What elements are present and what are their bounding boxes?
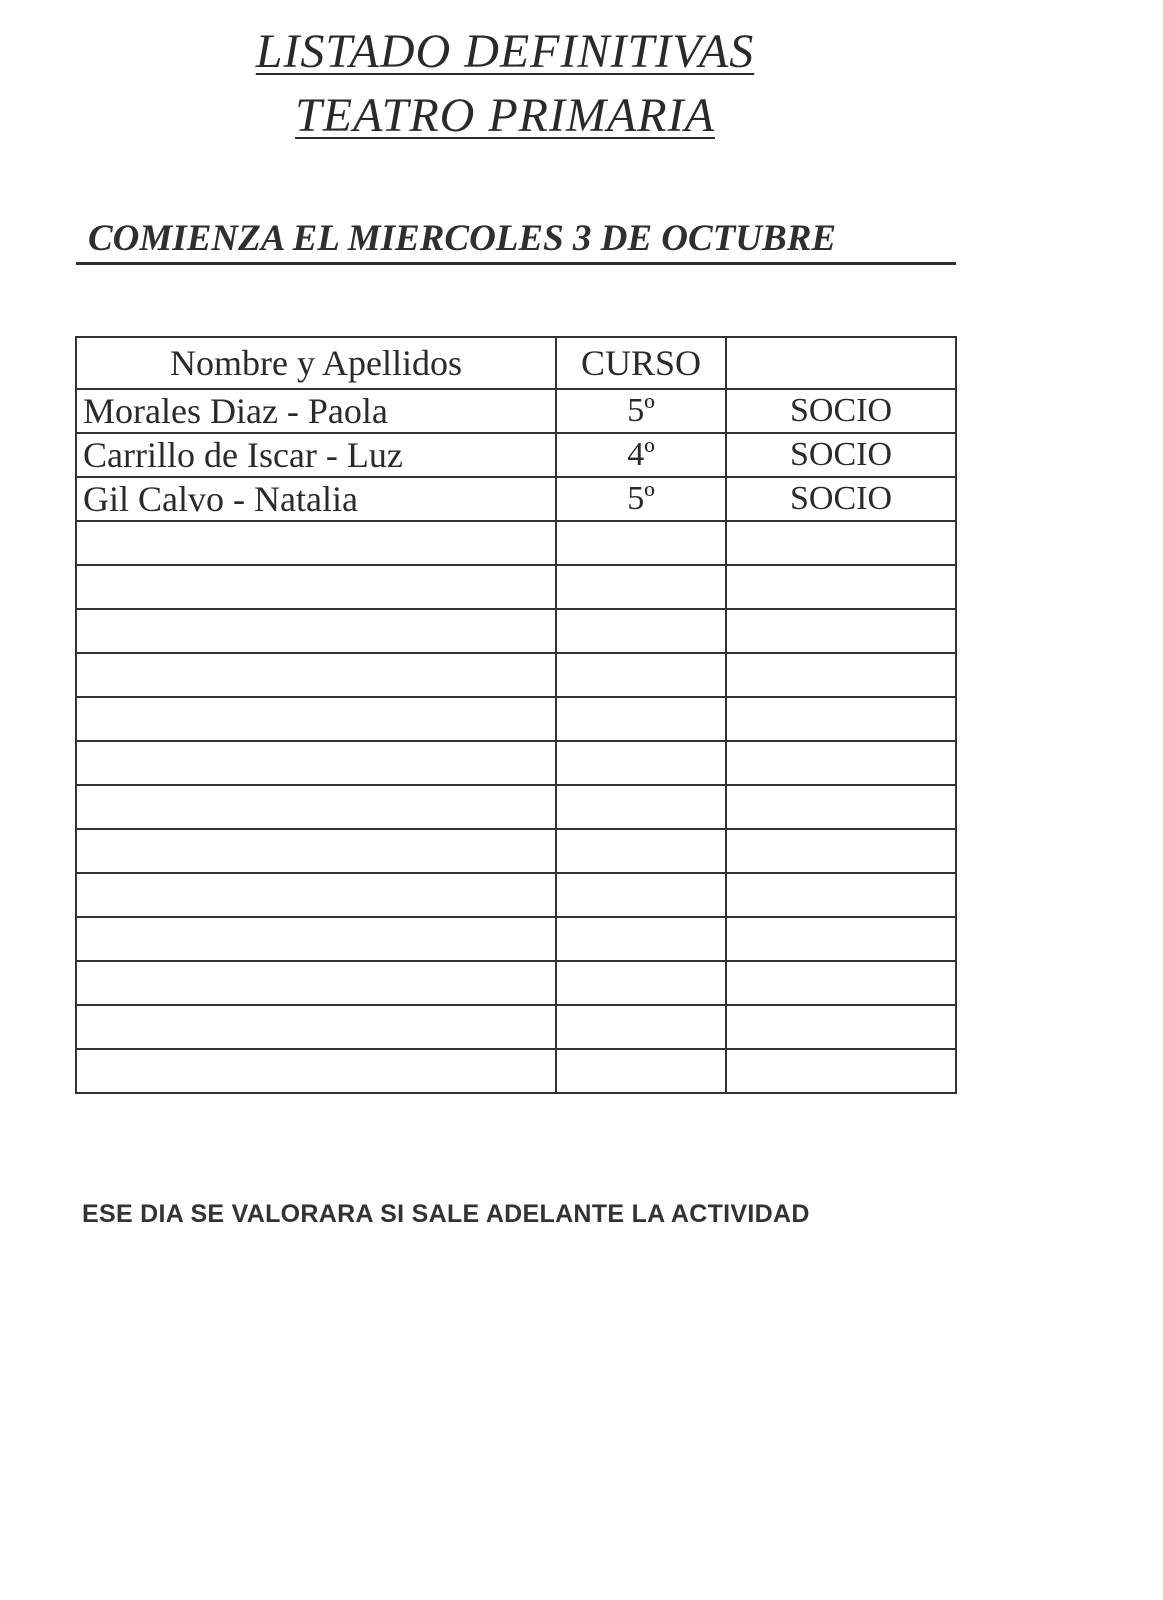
document-subtitle [0, 88, 1010, 144]
title-line-1: LISTADO DEFINITIVAS [255, 25, 755, 78]
cell-name [76, 873, 556, 917]
cell-name [76, 785, 556, 829]
cell-status [726, 1049, 956, 1093]
table-row [76, 653, 956, 697]
column-header-course: CURSO [556, 337, 726, 389]
cell-course [556, 1005, 726, 1049]
table-row [76, 697, 956, 741]
table-row [76, 873, 956, 917]
table-row [76, 609, 956, 653]
cell-name [76, 653, 556, 697]
table-row [76, 521, 956, 565]
cell-status [726, 609, 956, 653]
cell-status [726, 785, 956, 829]
cell-course [556, 1049, 726, 1093]
title-line-2: TEATRO PRIMARIA [295, 89, 715, 142]
document-title [0, 24, 1010, 80]
cell-course [556, 741, 726, 785]
cell-status [726, 917, 956, 961]
cell-name [76, 565, 556, 609]
cell-course [556, 961, 726, 1005]
cell-name [76, 1005, 556, 1049]
cell-status [726, 565, 956, 609]
cell-status [726, 873, 956, 917]
cell-course: 5º [556, 389, 726, 433]
cell-status [726, 741, 956, 785]
cell-course [556, 697, 726, 741]
column-header-status [726, 337, 956, 389]
cell-name [76, 829, 556, 873]
cell-name [76, 609, 556, 653]
footer-note: ESE DIA SE VALORARA SI SALE ADELANTE LA ACTIVIDAD [82, 1200, 810, 1228]
table-row [76, 433, 956, 477]
cell-status [726, 653, 956, 697]
cell-name [76, 1049, 556, 1093]
table-row [76, 565, 956, 609]
cell-course [556, 873, 726, 917]
table-row [76, 917, 956, 961]
cell-name: Morales Diaz - Paola [76, 389, 556, 433]
cell-status [726, 961, 956, 1005]
cell-status: SOCIO [726, 389, 956, 433]
cell-status [726, 521, 956, 565]
table-row [76, 785, 956, 829]
start-date-note: COMIENZA EL MIERCOLES 3 DE OCTUBRE [76, 216, 956, 265]
cell-course [556, 521, 726, 565]
table-row [76, 389, 956, 433]
cell-name [76, 521, 556, 565]
table-row [76, 741, 956, 785]
cell-status [726, 1005, 956, 1049]
table-row [76, 1049, 956, 1093]
table-row [76, 829, 956, 873]
cell-name [76, 917, 556, 961]
cell-course [556, 917, 726, 961]
cell-course: 5º [556, 477, 726, 521]
cell-name [76, 741, 556, 785]
participants-table [75, 336, 957, 1094]
cell-course [556, 609, 726, 653]
cell-course [556, 785, 726, 829]
cell-name [76, 697, 556, 741]
table-row [76, 1005, 956, 1049]
cell-course: 4º [556, 433, 726, 477]
cell-status [726, 697, 956, 741]
cell-name: Gil Calvo - Natalia [76, 477, 556, 521]
table-row [76, 477, 956, 521]
table-body [76, 389, 956, 1093]
table-header-row [76, 337, 956, 389]
cell-status [726, 829, 956, 873]
cell-status: SOCIO [726, 477, 956, 521]
cell-name [76, 961, 556, 1005]
cell-course [556, 829, 726, 873]
cell-course [556, 653, 726, 697]
cell-course [556, 565, 726, 609]
cell-name: Carrillo de Iscar - Luz [76, 433, 556, 477]
column-header-name: Nombre y Apellidos [76, 337, 556, 389]
cell-status: SOCIO [726, 433, 956, 477]
table-row [76, 961, 956, 1005]
